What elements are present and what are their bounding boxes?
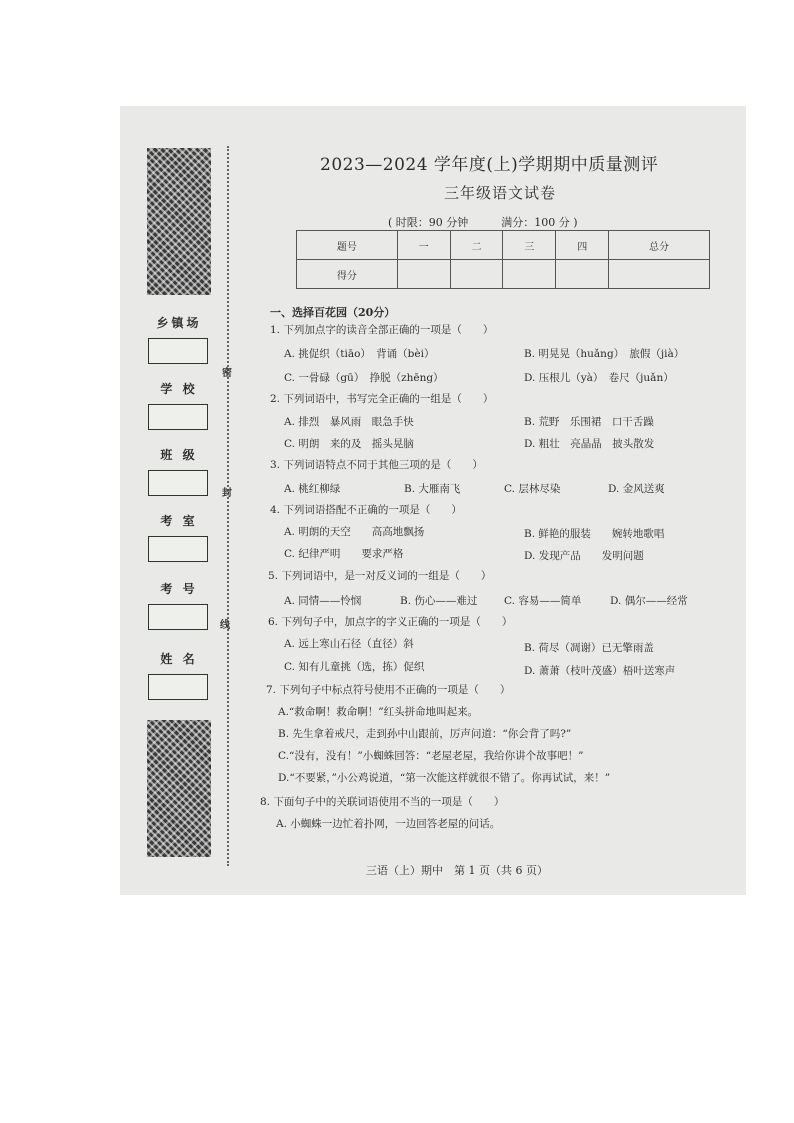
seal-char-mi: 密 xyxy=(222,368,232,379)
score-header-cell: 总分 xyxy=(609,231,710,260)
page-footer: 三语（上）期中 第 1 页（共 6 页） xyxy=(366,864,548,877)
question-5: 5. 下列词语中，是一对反义词的一组是（ ） xyxy=(268,570,492,582)
score-header-cell: 二 xyxy=(450,231,503,260)
q6-option-a: A. 远上寒山石径（直径）斜 xyxy=(284,638,414,650)
seal-line xyxy=(227,146,229,866)
seal-char-xian: 线 xyxy=(220,620,230,631)
time-limit: ( 时限：90 分钟 满分：100 分 ) xyxy=(388,216,578,229)
class-field[interactable] xyxy=(148,470,208,496)
township-field[interactable] xyxy=(148,338,208,364)
q3-option-c: C. 层林尽染 xyxy=(504,483,561,495)
q1-option-c: C. 一骨碌（gū） 挣脱（zhēng） xyxy=(284,372,444,384)
security-pattern-bottom xyxy=(147,720,211,857)
score-cell[interactable] xyxy=(397,260,450,289)
exam-room-field[interactable] xyxy=(148,536,208,562)
question-1: 1. 下列加点字的读音全部正确的一项是（ ） xyxy=(270,324,494,336)
q4-option-c: C. 纪律严明 要求严格 xyxy=(284,548,404,560)
exam-title: 2023—2024 学年度(上)学期期中质量测评 xyxy=(320,155,659,175)
score-cell[interactable] xyxy=(503,260,556,289)
score-header-cell: 四 xyxy=(556,231,609,260)
q1-option-a: A. 挑促织（tiāo） 背诵（bèi） xyxy=(284,348,435,360)
q5-option-b: B. 伤心——难过 xyxy=(400,595,478,607)
score-header-cell: 题号 xyxy=(297,231,398,260)
label-school: 学 校 xyxy=(160,382,198,396)
q6-option-c: C. 知有儿童挑（选，拣）促织 xyxy=(284,661,425,673)
q2-option-b: B. 荒野 乐围裙 口干舌躁 xyxy=(524,416,654,428)
q6-option-d: D. 萧萧（枝叶茂盛）梧叶送寒声 xyxy=(524,665,676,677)
q2-option-a: A. 排烈 暴风雨 眼急手快 xyxy=(284,416,414,428)
q2-option-c: C. 明朗 来的及 摇头晃脑 xyxy=(284,438,414,450)
security-pattern-top xyxy=(147,148,211,295)
label-township: 乡镇场 xyxy=(156,316,202,330)
q8-option-a: A. 小蜘蛛一边忙着扑网，一边回答老屋的问话。 xyxy=(276,818,501,830)
label-class: 班 级 xyxy=(160,448,198,462)
question-2: 2. 下列词语中，书写完全正确的一组是（ ） xyxy=(270,393,494,405)
binding-margin xyxy=(120,106,240,895)
q3-option-b: B. 大雁南飞 xyxy=(404,483,461,495)
q6-option-b: B. 荷尽（凋谢）已无擎雨盖 xyxy=(524,642,654,654)
question-3: 3. 下列词语特点不同于其他三项的是（ ） xyxy=(270,459,483,471)
q4-option-b: B. 鲜艳的服装 婉转地歌唱 xyxy=(524,528,665,540)
q1-option-d: D. 压根儿（yà） 卷尺（juǎn） xyxy=(524,372,674,384)
q3-option-a: A. 桃红柳绿 xyxy=(284,483,341,495)
q7-option-c: C.“没有，没有！”小蜘蛛回答：“老屋老屋，我给你讲个故事吧！” xyxy=(278,750,584,762)
score-cell[interactable] xyxy=(556,260,609,289)
q5-option-a: A. 同情——怜悯 xyxy=(284,595,362,607)
score-header-cell: 三 xyxy=(503,231,556,260)
question-8: 8. 下面句子中的关联词语使用不当的一项是（ ） xyxy=(260,796,505,808)
score-header-cell: 一 xyxy=(397,231,450,260)
q5-option-d: D. 偶尔——经常 xyxy=(610,595,688,607)
q3-option-d: D. 金风送爽 xyxy=(608,483,665,495)
school-field[interactable] xyxy=(148,404,208,430)
q7-option-d: D.“不要紧，”小公鸡说道，“第一次能这样就很不错了。你再试试，来！” xyxy=(278,772,611,784)
question-4: 4. 下列词语搭配不正确的一项是（ ） xyxy=(270,504,462,516)
q1-option-b: B. 明晃晃（huǎng） 旅假（jià） xyxy=(524,348,685,360)
exam-photo xyxy=(120,106,746,895)
label-exam-room: 考 室 xyxy=(160,514,198,528)
name-field[interactable] xyxy=(148,674,208,700)
q4-option-a: A. 明朗的天空 高高地飘扬 xyxy=(284,526,425,538)
score-row-label: 得分 xyxy=(297,260,398,289)
seal-char-feng: 封 xyxy=(222,488,232,499)
exam-number-field[interactable] xyxy=(148,604,208,630)
q7-option-b: B. 先生拿着戒尺，走到孙中山跟前，厉声问道：“你会背了吗?” xyxy=(278,728,572,740)
label-name: 姓 名 xyxy=(160,652,198,666)
exam-subtitle: 三年级语文试卷 xyxy=(444,184,557,202)
question-6: 6. 下列句子中，加点字的字义正确的一项是（ ） xyxy=(268,616,513,628)
q5-option-c: C. 容易——简单 xyxy=(504,595,582,607)
score-header-row xyxy=(297,231,710,260)
section-title: 一、选择百花园（20分） xyxy=(270,306,396,319)
q2-option-d: D. 粗壮 亮晶晶 披头散发 xyxy=(524,438,655,450)
score-table xyxy=(296,230,710,289)
q4-option-d: D. 发现产品 发明问题 xyxy=(524,550,644,562)
label-exam-number: 考 号 xyxy=(160,582,198,596)
score-cell[interactable] xyxy=(609,260,710,289)
score-cell[interactable] xyxy=(450,260,503,289)
score-value-row xyxy=(297,260,710,289)
q7-option-a: A.“救命啊！救命啊！”红头拼命地叫起来。 xyxy=(278,706,479,718)
question-7: 7. 下列句子中标点符号使用不正确的一项是（ ） xyxy=(266,684,511,696)
